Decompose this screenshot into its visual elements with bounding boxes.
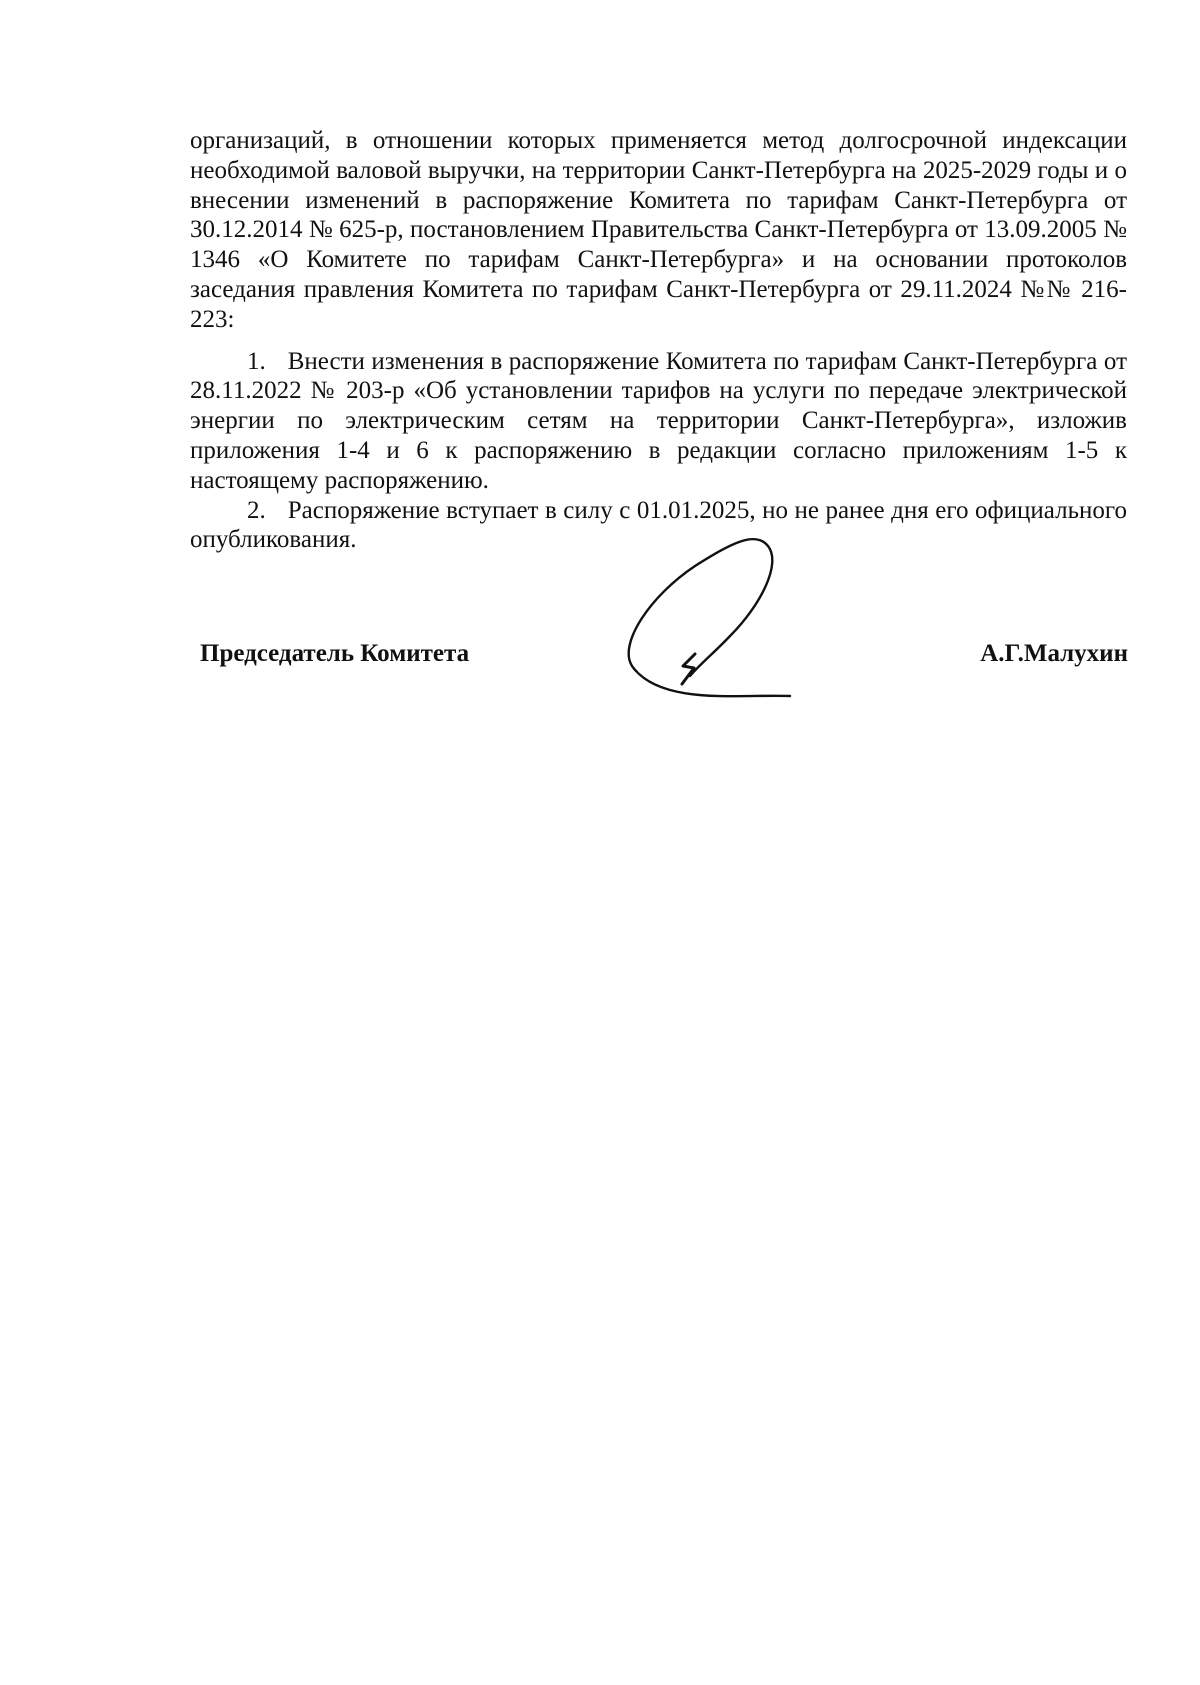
document-body bbox=[190, 126, 1127, 555]
item-number: 1. bbox=[247, 347, 266, 375]
signatory-name: А.Г.Малухин bbox=[980, 640, 1128, 667]
handwritten-signature bbox=[620, 536, 800, 711]
item-text: Распоряжение вступает в силу с 01.01.2025, но не ранее дня его официального опубликования. bbox=[190, 496, 1127, 554]
intro-paragraph: организаций, в отношении которых применяется метод долгосрочной индексации необходимой валовой выручки, на территории Санкт-Петербурга на 2025-2029 годы и о внесении изменений в распоряжение Комитета по тарифам Санкт-Петербурга от 30.12.2014 № 625-р, постановлением Правительства Санкт-Петербурга от 13.09.2005 № 1346 «О Комитете по тарифам Санкт-Петербурга» и на основании протоколов заседания правления Комитета по тарифам Санкт-Петербурга от 29.11.2024 №№ 216-223: bbox=[190, 127, 1127, 333]
item-text: Внести изменения в распоряжение Комитета по тарифам Санкт-Петербурга от 28.11.2022 № 203-р «Об установлении тарифов на услуги по передаче электрической энергии по электрическим сетям на территории Санкт-Петербурга», изложив приложения 1-4 и 6 к распоряжению в редакции согласно приложениям 1-5 к настоящему распоряжению. bbox=[190, 347, 1127, 494]
item-number: 2. bbox=[247, 496, 266, 524]
list-item bbox=[190, 347, 1127, 496]
signatory-title: Председатель Комитета bbox=[200, 640, 470, 667]
